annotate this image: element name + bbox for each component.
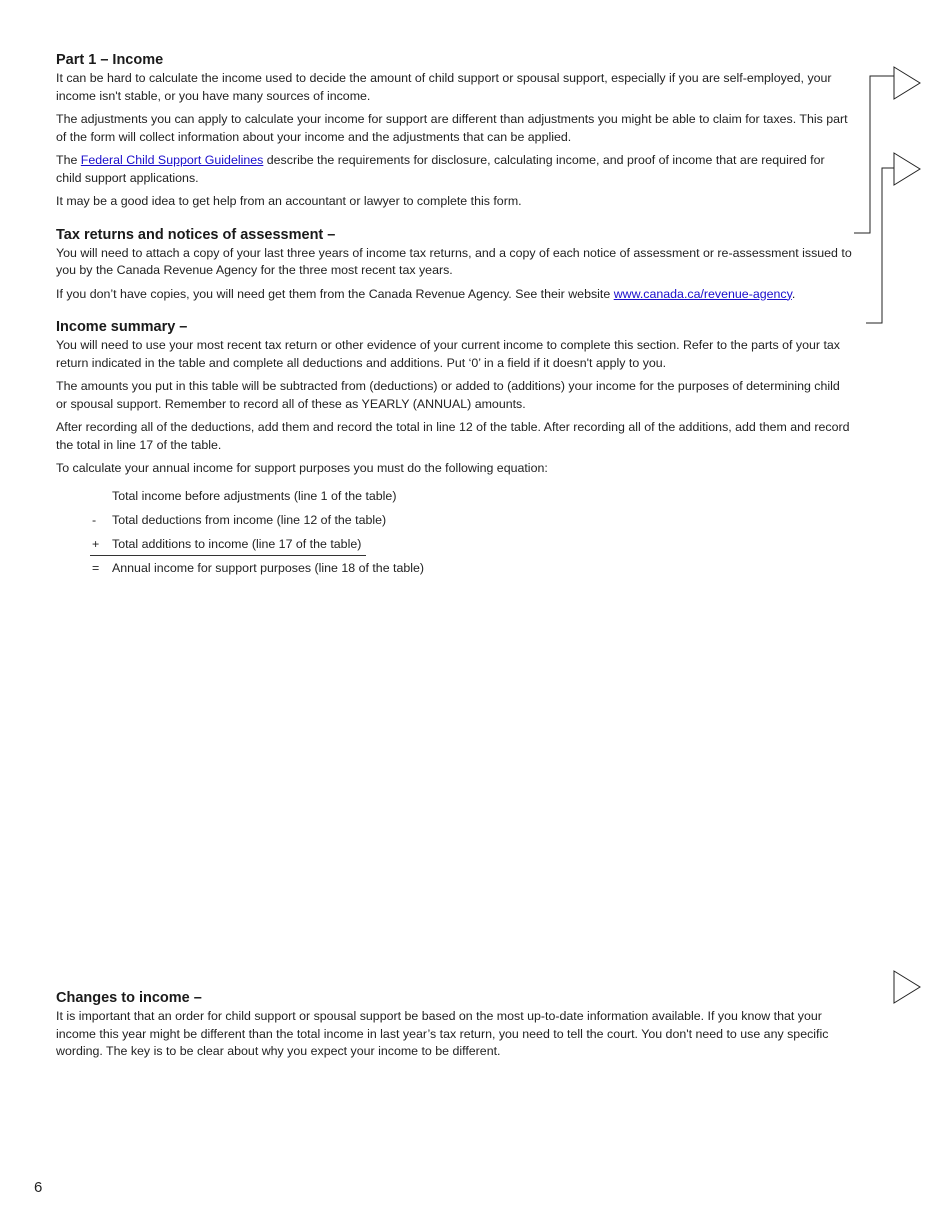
connector-line (854, 76, 894, 233)
equation-operator: = (92, 560, 100, 575)
p3-after: describe the requirements for disclosure, calculating income, and proof of income that are required for child support applications. (56, 153, 825, 185)
equation-text: Total additions to income (line 17 of the table) (112, 536, 362, 551)
equation-text: Total deductions from income (line 12 of the table) (112, 512, 387, 527)
part1-paragraph-1: It can be hard to calculate the income used to decide the amount of child support or spousal support, especially if you are self-employed, your income isn't stable, or you have many sources of income. (56, 71, 832, 103)
revenue-agency-link[interactable]: www.canada.ca/revenue-agency (613, 286, 792, 301)
income-summary-paragraph-3: After recording all of the deductions, add them and record the total in line 12 of the table. After recording all of the additions, add them and record the total in line 17 of the table. (56, 420, 850, 452)
income-summary-paragraph-1: You will need to use your most recent tax return or other evidence of your current income to complete this section. Refer to the parts of your tax return indicated in the table and complete all deductions and additions. Put ‘0’ in a field if it doesn't apply to you. (56, 338, 840, 370)
p2-before: If you don’t have copies, you will need get them from the Canada Revenue Agency. See their website (56, 286, 614, 301)
p3-before: The (56, 153, 81, 167)
changes-heading: Changes to income – (56, 990, 202, 1006)
triangle-arrow-icon[interactable] (894, 153, 920, 185)
equation-operator: + (92, 536, 100, 551)
p2-after: . (791, 286, 796, 301)
tax-returns-paragraph-1: You will need to attach a copy of your last three years of income tax returns, and a copy of each notice of assessment or re-assessment issued to you by the Canada Revenue Agency for the three most recent tax years. (56, 245, 852, 277)
part1-paragraph-2: The adjustments you can apply to calculate your income for support are different than adjustments you might be able to claim for taxes. This part of the form will collect information about your income and the adjustments that can be applied. (56, 112, 848, 144)
equation-operator: - (92, 512, 97, 527)
tax-returns-heading: Tax returns and notices of assessment – (56, 226, 336, 243)
income-summary-heading: Income summary – (56, 319, 188, 335)
equation-text: Annual income for support purposes (line 18 of the table) (112, 560, 425, 575)
triangle-arrow-icon[interactable] (894, 971, 920, 1003)
income-summary-paragraph-4: To calculate your annual income for support purposes you must do the following equation: (56, 461, 548, 475)
part1-paragraph-4: It may be a good idea to get help from an accountant or lawyer to complete this form. (56, 194, 522, 208)
income-summary-paragraph-2: The amounts you put in this table will be subtracted from (deductions) or added to (additions) your income for the purposes of determining child or spousal support. Remember to record all of these as YEARLY (ANNUAL) amounts. (56, 379, 840, 411)
equation-text: Total income before adjustments (line 1 of the table) (112, 488, 397, 503)
changes-paragraph-1: It is important that an order for child support or spousal support be based on the most up-to-date information available. If you know that your income this year might be different than the total income in last year’s tax return, you need to tell the court. You don't need to use any specific wording. The key is to be clear about why you expect your income to be different. (56, 1009, 829, 1058)
guidelines-link[interactable]: Federal Child Support Guidelines (80, 153, 264, 167)
triangle-arrow-icon[interactable] (894, 67, 920, 99)
part1-heading: Part 1 – Income (56, 52, 164, 68)
page-number: 6 (34, 1179, 43, 1196)
